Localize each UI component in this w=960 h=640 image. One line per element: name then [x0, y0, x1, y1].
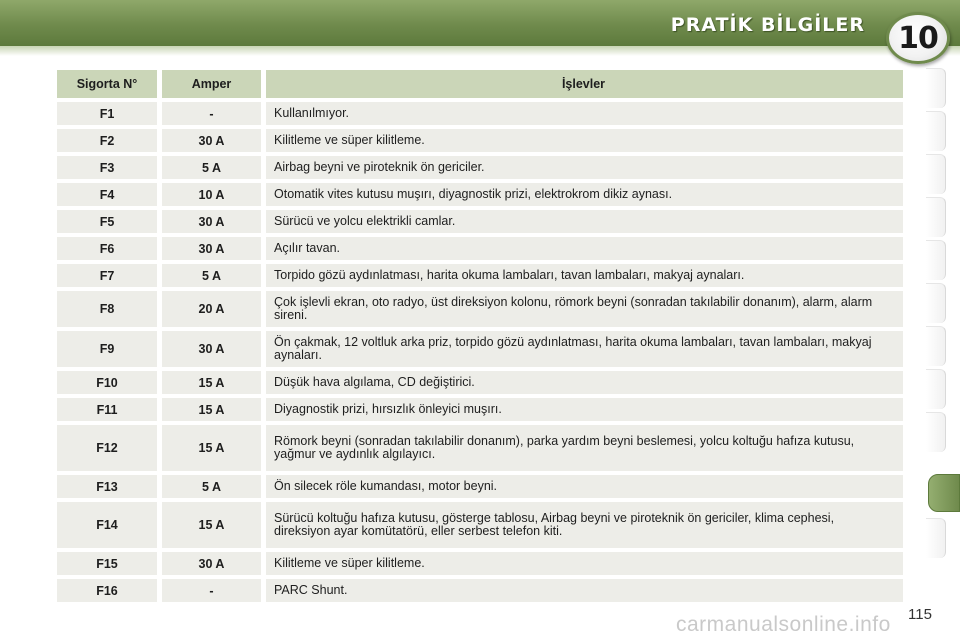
fuse-functions: Sürücü koltuğu hafıza kutusu, gösterge tablosu, Airbag beyni ve piroteknik ön gericiler, klima cephesi, direksiyon ayar komütatörü, eller serbest telefon kiti.	[266, 502, 903, 548]
fuse-functions: Diyagnostik prizi, hırsızlık önleyici muşırı.	[266, 398, 903, 421]
fuse-functions: Kilitleme ve süper kilitleme.	[266, 129, 903, 152]
fuse-number: F3	[57, 156, 157, 179]
table-row	[57, 237, 903, 260]
header-band	[0, 0, 960, 46]
table-row	[57, 371, 903, 394]
fuse-amperage: 10 A	[162, 183, 261, 206]
header-fade	[0, 46, 960, 56]
side-tab[interactable]	[926, 369, 946, 409]
table-row	[57, 156, 903, 179]
fuse-amperage: 30 A	[162, 331, 261, 367]
table-row	[57, 102, 903, 125]
fuse-number: F7	[57, 264, 157, 287]
fuse-functions: Kilitleme ve süper kilitleme.	[266, 552, 903, 575]
fuse-number: F6	[57, 237, 157, 260]
table-row	[57, 425, 903, 471]
fuse-number: F10	[57, 371, 157, 394]
table-row	[57, 502, 903, 548]
chapter-number: 10	[898, 20, 938, 56]
table-row	[57, 129, 903, 152]
fuse-amperage: 5 A	[162, 264, 261, 287]
table-row	[57, 210, 903, 233]
side-tab[interactable]	[926, 111, 946, 151]
side-tab[interactable]	[926, 412, 946, 452]
side-tab[interactable]	[926, 68, 946, 108]
fuse-amperage: 20 A	[162, 291, 261, 327]
watermark: carmanualsonline.info	[676, 613, 891, 636]
fuse-functions: Düşük hava algılama, CD değiştirici.	[266, 371, 903, 394]
page-number: 115	[908, 606, 932, 623]
fuse-number: F13	[57, 475, 157, 498]
fuse-number: F1	[57, 102, 157, 125]
side-tab[interactable]	[926, 154, 946, 194]
fuse-number: F9	[57, 331, 157, 367]
fuse-number: F16	[57, 579, 157, 602]
fuse-amperage: 30 A	[162, 210, 261, 233]
table-row	[57, 579, 903, 602]
fuse-number: F11	[57, 398, 157, 421]
fuse-number: F8	[57, 291, 157, 327]
fuse-functions: Ön silecek röle kumandası, motor beyni.	[266, 475, 903, 498]
fuse-functions: Ön çakmak, 12 voltluk arka priz, torpido gözü aydınlatması, harita okuma lambaları, tavan lambaları, makyaj aynaları.	[266, 331, 903, 367]
fuse-amperage: 30 A	[162, 129, 261, 152]
fuse-amperage: 15 A	[162, 371, 261, 394]
fuse-amperage: 15 A	[162, 398, 261, 421]
fuse-number: F4	[57, 183, 157, 206]
table-header-row	[57, 70, 903, 98]
fuse-number: F2	[57, 129, 157, 152]
fuse-number: F15	[57, 552, 157, 575]
fuse-amperage: -	[162, 102, 261, 125]
side-tab[interactable]	[926, 197, 946, 237]
fuse-functions: Kullanılmıyor.	[266, 102, 903, 125]
side-tab[interactable]	[926, 518, 946, 558]
table-row	[57, 331, 903, 367]
side-tab[interactable]	[926, 240, 946, 280]
section-title: PRATİK BİLGİLER	[670, 14, 865, 36]
fuse-functions: Sürücü ve yolcu elektrikli camlar.	[266, 210, 903, 233]
fuse-amperage: 15 A	[162, 425, 261, 471]
fuse-functions: Çok işlevli ekran, oto radyo, üst direksiyon kolonu, römork beyni (sonradan takılabilir donanım), alarm, alarm sireni.	[266, 291, 903, 327]
fuse-amperage: 15 A	[162, 502, 261, 548]
fuse-functions: PARC Shunt.	[266, 579, 903, 602]
fuse-number: F5	[57, 210, 157, 233]
table-row	[57, 291, 903, 327]
table-row	[57, 475, 903, 498]
table-row	[57, 264, 903, 287]
fuse-functions: Açılır tavan.	[266, 237, 903, 260]
side-tab-active[interactable]	[928, 474, 960, 512]
table-row	[57, 398, 903, 421]
chapter-side-tabs	[926, 68, 960, 573]
fuse-functions: Airbag beyni ve piroteknik ön gericiler.	[266, 156, 903, 179]
fuse-functions: Otomatik vites kutusu muşırı, diyagnostik prizi, elektrokrom dikiz aynası.	[266, 183, 903, 206]
header-fuse-number: Sigorta N°	[57, 70, 157, 98]
table-row	[57, 183, 903, 206]
fuse-amperage: 30 A	[162, 552, 261, 575]
side-tab[interactable]	[926, 326, 946, 366]
fuse-amperage: -	[162, 579, 261, 602]
fuse-table	[57, 70, 903, 606]
header-functions: İşlevler	[266, 70, 903, 98]
fuse-amperage: 5 A	[162, 156, 261, 179]
fuse-amperage: 30 A	[162, 237, 261, 260]
fuse-number: F12	[57, 425, 157, 471]
header-amperage: Amper	[162, 70, 261, 98]
chapter-badge	[886, 12, 950, 64]
side-tab[interactable]	[926, 283, 946, 323]
fuse-functions: Torpido gözü aydınlatması, harita okuma lambaları, tavan lambaları, makyaj aynaları.	[266, 264, 903, 287]
fuse-number: F14	[57, 502, 157, 548]
fuse-functions: Römork beyni (sonradan takılabilir donanım), parka yardım beyni beslemesi, yolcu koltuğu hafıza kutusu, yağmur ve aydınlık algılayıcı.	[266, 425, 903, 471]
table-row	[57, 552, 903, 575]
fuse-amperage: 5 A	[162, 475, 261, 498]
